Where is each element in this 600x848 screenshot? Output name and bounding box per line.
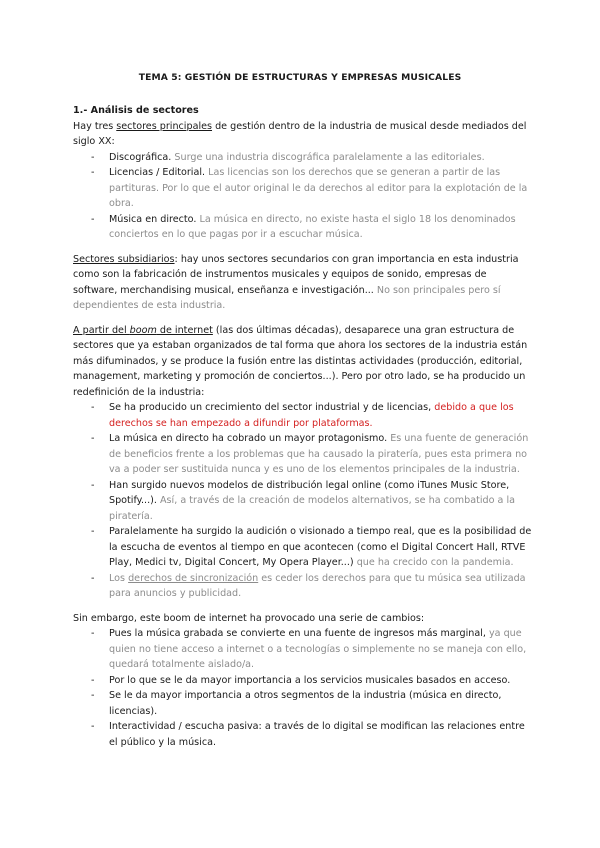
list-item [73, 431, 533, 478]
section-heading: 1.- Análisis de sectores [73, 105, 199, 116]
list-item [73, 626, 533, 673]
item-main-text: Pues la música grabada se convierte en una fuente de ingresos más marginal, [109, 628, 486, 639]
principal-sectors-list [73, 150, 533, 243]
item-main-text: Se le da mayor importancia a otros segmentos de la industria (música en directo, licencias). [109, 690, 502, 717]
item-note-text: La música en directo, no existe hasta el siglo 18 los denominados conciertos en lo que pagas por ir a escuchar música. [109, 213, 516, 240]
list-item [73, 400, 533, 431]
item-main-text: Música en directo. [109, 213, 197, 225]
intro-text-b: de gestión dentro de la industria de musical desde mediados del siglo XX: [73, 120, 527, 147]
list-item [73, 673, 533, 689]
item-note-text: Así, a través de la creación de modelos alternativos, se ha combatido a la piratería. [109, 495, 515, 522]
changes-intro: Sin embargo, este boom de internet ha provocado una serie de cambios: [73, 612, 425, 624]
list-item [73, 478, 533, 525]
item-highlight-text: debido a que los derechos se han empezado a difundir por plataformas. [109, 402, 514, 429]
item-main-text: Han surgido nuevos modelos de distribución legal online (como iTunes Music Store, Spotify...). [109, 479, 510, 506]
item-note-text: Es una fuente de generación de beneficios frente a los problemas que ha causado la piratería, pues esta primera no va a poder ser sustituida nunca y es uno de los elementos principales de la industria. [109, 433, 529, 475]
list-item [73, 165, 533, 212]
list-item [73, 524, 533, 571]
intro-underlined: sectores principales [116, 120, 213, 132]
item-note-text: Surge una industria discográfica paralelamente a las editoriales. [171, 151, 485, 163]
internet-underlined-1: A partir del [73, 324, 130, 336]
list-item [73, 150, 533, 166]
changes-list [73, 626, 533, 750]
item-main-text: La música en directo ha cobrado un mayor protagonismo. [109, 433, 388, 444]
subsidiary-text: : hay unos sectores secundarios con gran importancia en esta industria como son la fabricación de instrumentos musicales y equipos de sonido, empresas de software, merchandising musical, enseñanza e investigación... [73, 253, 519, 296]
subsidiary-paragraph [73, 252, 533, 314]
internet-text: (las dos últimas décadas), desaparece una gran estructura de sectores que ya estaban organizados de tal forma que ahora los sectores de la industria están más difuminados, y se produce la fusión entre las distintas actividades (producción, editorial, management, marketing y promoción de conciertos...). Pero por otro lado, se ha producido un redefinición de la industria: [73, 324, 528, 398]
sync-text-a: Los [109, 572, 129, 584]
item-main-text: Por lo que se le da mayor importancia a los servicios musicales basados en acceso. [109, 674, 511, 686]
item-note-text: ya que quien no tiene acceso a internet o a tecnologías o simplemente no se maneja con ello, quedará totalmente aislado/a. [109, 628, 527, 670]
item-main-text: Licencias / Editorial. [109, 167, 206, 178]
sync-text-b: es ceder los derechos para que tu música sea utilizada para anuncios y publicidad. [109, 572, 526, 599]
internet-underlined-2: de internet [156, 324, 213, 336]
intro-paragraph [73, 119, 533, 150]
list-item [73, 719, 533, 750]
internet-italic: boom [129, 324, 157, 336]
intro-text-a: Hay tres [73, 120, 117, 132]
internet-paragraph [73, 323, 533, 401]
item-main-text: Paralelamente ha surgido la audición o visionado a tiempo real, que es la posibilidad de la escucha de eventos al tiempo en que acontecen (como el Digital Concert Hall, RTVE Play, Medici tv, Digital Concert, My Opera Player...) [109, 526, 532, 568]
list-item [73, 212, 533, 243]
item-note-text: que ha crecido con la pandemia. [353, 557, 514, 568]
sync-underlined: derechos de sincronización [128, 572, 259, 584]
item-main-text: Discográfica. [109, 151, 172, 163]
item-note-text: Las licencias son los derechos que se generan a partir de las partituras. Por lo que el autor original le da derechos al editor para la explotación de la obra. [109, 167, 528, 209]
item-main-text: Interactividad / escucha pasiva: a través de lo digital se modifican las relaciones entre el público y la música. [109, 721, 525, 748]
subsidiary-note: No son principales pero sí dependientes de esta industria. [73, 284, 501, 311]
list-item [73, 688, 533, 719]
subsidiary-underlined: Sectores subsidiarios [73, 253, 175, 265]
item-main-text: Se ha producido un crecimiento del sector industrial y de licencias, [109, 402, 435, 413]
list-item [73, 571, 533, 602]
document-body [73, 103, 533, 750]
page-title: TEMA 5: GESTIÓN DE ESTRUCTURAS Y EMPRESAS MUSICALES [138, 72, 462, 83]
redefinition-list [73, 400, 533, 602]
